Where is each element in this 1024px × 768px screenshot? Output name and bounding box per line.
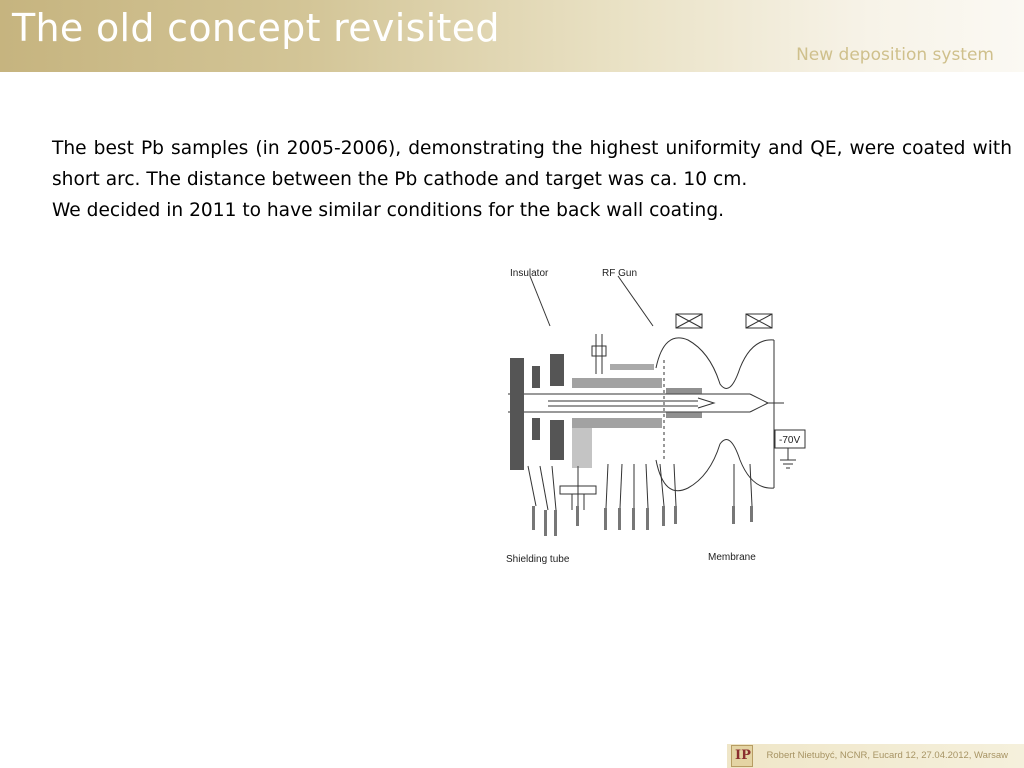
label-membrane: Membrane	[708, 552, 756, 563]
label-shielding-tube: Shielding tube	[506, 554, 570, 565]
institution-logo: IP	[731, 745, 753, 767]
label-voltage: -70V	[779, 435, 801, 446]
body-text	[52, 133, 1012, 226]
label-rf-gun: RF Gun	[602, 268, 638, 279]
paragraph-2: We decided in 2011 to have similar conditions for the back wall coating.	[52, 200, 725, 221]
footer-credit: Robert Nietubyć, NCNR, Eucard 12, 27.04.2012, Warsaw	[766, 750, 1008, 761]
slide-subtitle: New deposition system	[796, 45, 994, 65]
rf-gun-diagram	[488, 260, 818, 570]
label-insulator: Insulator	[510, 268, 549, 279]
slide-title: The old concept revisited	[12, 6, 500, 50]
paragraph-1: The best Pb samples (in 2005-2006), demonstrating the highest uniformity and QE, were coated with short arc. The distance between the Pb cathode and target was ca. 10 cm.	[52, 138, 1012, 190]
